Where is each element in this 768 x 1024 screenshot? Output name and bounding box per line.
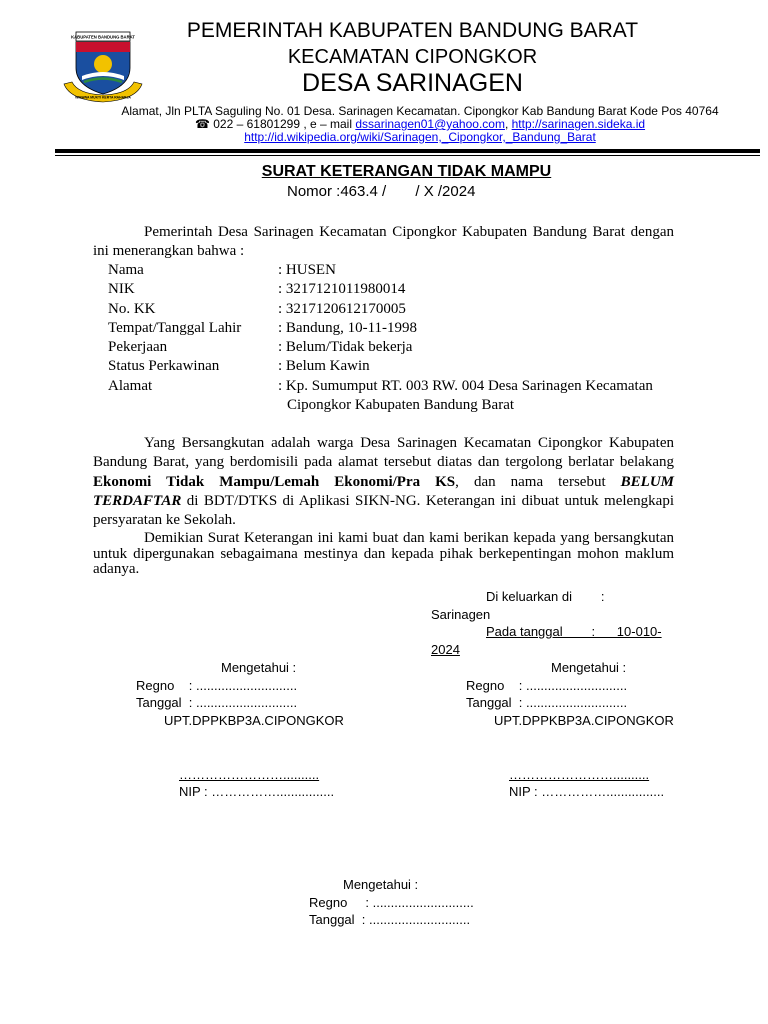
left-regno: Regno : ............................ [136,678,298,693]
field-label-job: Pekerjaan [108,339,168,355]
logo-top-text: KABUPATEN BANDUNG BARAT [71,34,135,40]
left-tanggal: Tanggal : ............................ [136,695,298,710]
email-link[interactable]: dssarinagen01@yahoo.com [355,117,505,131]
economic-status: Ekonomi Tidak Mampu/Lemah Ekonomi/Pra KS [93,473,456,490]
bottom-acknowledged: Mengetahui : [343,877,419,892]
field-label-marital: Status Perkawinan [108,358,220,374]
field-label-address: Alamat [108,378,153,394]
header-divider-thin [55,155,760,156]
logo-bottom-text: WIBAWA MUKTI KERTA RAHARJA [75,95,131,100]
header-divider-thick [55,149,760,153]
header-district: KECAMATAN CIPONGKOR [287,46,538,68]
left-organization: UPT.DPPKBP3A.CIPONGKOR [164,713,344,728]
header-address: Alamat, Jln PLTA Saguling No. 01 Desa. Sarinagen Kecamatan. Cipongkor Kab Bandung Barat Kode Pos 40764 [121,104,719,118]
right-nip: NIP : ……………................ [509,784,665,799]
field-label-nama: Nama [108,262,144,278]
field-value-marital: : Belum Kawin [278,358,370,374]
field-value-job: : Belum/Tidak bekerja [278,339,413,355]
field-value-nik: : 3217121011980014 [278,281,406,297]
intro-paragraph: Pemerintah Desa Sarinagen Kecamatan Cipongkor Kabupaten Bandung Barat dengan ini menerangkan bahwa : [93,224,674,260]
registration-status: BELUM TERDAFTAR [93,473,674,509]
left-nip: NIP : ……………................ [179,784,335,799]
header-wiki-line [100,130,740,144]
left-acknowledged: Mengetahui : [221,660,297,675]
bottom-tanggal: Tanggal : ............................ [309,912,471,927]
field-value-birth: : Bandung, 10-11-1998 [278,320,418,336]
field-value-address-cont: Cipongkor Kabupaten Bandung Barat [287,397,515,413]
body-text-1b: , dan nama tersebut [455,473,621,490]
letter-number: Nomor :463.4 / / X /2024 [287,183,476,200]
left-name-line: …………………….......... [179,767,320,782]
issued-place: Sarinagen [431,607,491,622]
letter-title: SURAT KETERANGAN TIDAK MAMPU [261,163,552,180]
right-acknowledged: Mengetahui : [551,660,627,675]
website-link[interactable]: http://sarinagen.sideka.id [511,117,646,131]
field-label-kk: No. KK [108,301,156,317]
body-text-1c: di BDT/DTKS di Aplikasi SIKN-NG. Keterangan ini dibuat untuk melengkapi persyaratan ke Sekolah. [93,492,674,529]
body-paragraph-1 [93,434,674,530]
field-label-nik: NIK [108,281,135,297]
body-text-1a: Yang Bersangkutan adalah warga Desa Sarinagen Kecamatan Cipongkor Kabupaten Bandung Barat, yang berdomisili pada alamat tersebut diatas dan tergolong berlatar belakang [93,435,674,471]
issued-date-year: 2024 [431,642,460,657]
header-phone: ☎ 022 – 61801299 , e – mail [194,117,356,131]
field-value-nama: : HUSEN [278,262,336,278]
body-paragraph-2: Demikian Surat Keterangan ini kami buat dan kami berikan kepada yang bersangkutan untuk dipergunakan sebagaimana mestinya dan kepada pihak berkepentingan mohon maklum adanya. [93,530,674,577]
wiki-link[interactable]: http://id.wikipedia.org/wiki/Sarinagen,_Cipongkor,_Bandung_Barat [244,130,596,144]
right-organization: UPT.DPPKBP3A.CIPONGKOR [494,713,674,728]
header-government: PEMERINTAH KABUPATEN BANDUNG BARAT [186,19,639,42]
regency-logo [62,28,144,104]
bottom-regno: Regno : ............................ [309,895,474,910]
field-value-address: : Kp. Sumumput RT. 003 RW. 004 Desa Sarinagen Kecamatan [278,378,653,394]
right-regno: Regno : ............................ [466,678,628,693]
regency-emblem-icon [62,28,144,104]
right-name-line: …………………….......... [509,767,650,782]
header-contact [100,117,740,131]
issued-place-label: Di keluarkan di : [486,589,605,604]
header-village: DESA SARINAGEN [302,69,523,97]
contact-separator: , [504,117,512,131]
issued-date-label: Pada tanggal : 10-010- [486,624,662,639]
field-value-kk: : 3217120612170005 [278,301,406,317]
right-tanggal: Tanggal : ............................ [466,695,628,710]
field-label-birth: Tempat/Tanggal Lahir [108,320,242,336]
